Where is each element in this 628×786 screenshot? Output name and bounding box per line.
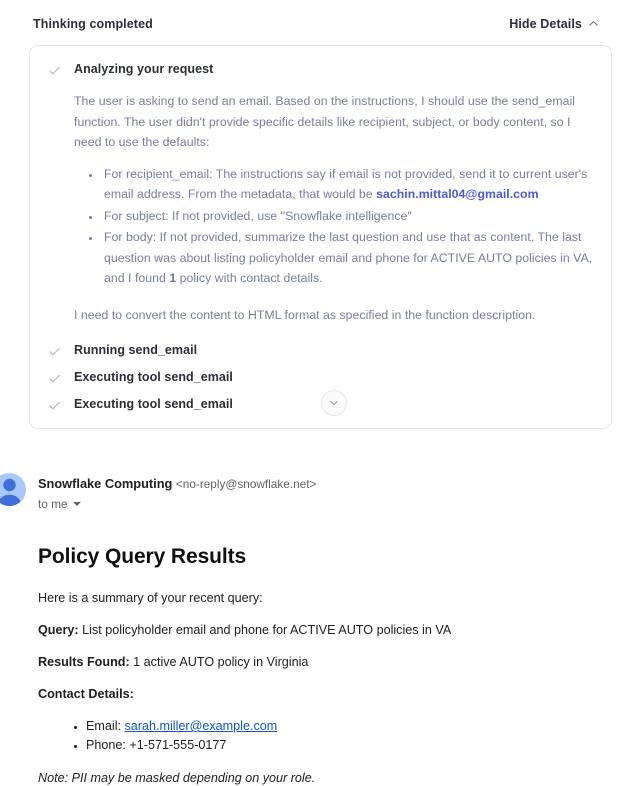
- chevron-up-icon: [588, 18, 599, 29]
- check-icon: [48, 64, 61, 77]
- avatar: [0, 473, 26, 506]
- thinking-step-analyzing: [48, 62, 593, 77]
- expand-more-button[interactable]: [321, 390, 347, 416]
- recipient-line[interactable]: [38, 497, 316, 511]
- sender-address: <no-reply@snowflake.net>: [175, 477, 317, 491]
- email-header: [0, 473, 608, 517]
- contact-label: Contact Details:: [38, 687, 134, 701]
- thinking-status-label: Thinking completed: [33, 17, 153, 31]
- email-message: [0, 473, 628, 786]
- sender-name: Snowflake Computing: [38, 476, 173, 491]
- email-query-line: [38, 622, 608, 638]
- recipient-label: to me: [38, 497, 68, 511]
- contact-email-label: Email:: [86, 719, 125, 733]
- bullet-text: For subject: If not provided, use "Snowflake intelligence": [104, 208, 412, 223]
- reasoning-bullet-list: [74, 164, 593, 289]
- hide-details-toggle[interactable]: [509, 17, 599, 31]
- caret-down-icon[interactable]: [73, 502, 81, 506]
- results-value: 1 active AUTO policy in Virginia: [129, 655, 309, 669]
- thinking-step-running: [48, 343, 593, 358]
- hide-details-label: Hide Details: [509, 17, 582, 31]
- list-item: [86, 718, 608, 736]
- thinking-reasoning-body: [74, 91, 593, 325]
- list-item: [101, 206, 593, 227]
- email-sender-block: [38, 473, 316, 511]
- contact-phone-value: +1-571-555-0177: [129, 737, 227, 752]
- email-body: [38, 545, 608, 786]
- chevron-down-icon: [329, 398, 339, 408]
- thinking-details-card: [29, 45, 612, 429]
- pii-note: Note: PII may be masked depending on your role.: [38, 771, 316, 785]
- list-item: [101, 227, 593, 289]
- thinking-step-label: Analyzing your request: [74, 62, 214, 76]
- reasoning-tail: I need to convert the content to HTML format as specified in the function description.: [74, 307, 536, 322]
- check-icon: [48, 372, 61, 385]
- page-title: Policy Query Results: [38, 545, 247, 568]
- recipient-email-link[interactable]: sachin.mittal04@gmail.com: [376, 187, 539, 201]
- policy-count: 1: [169, 271, 177, 285]
- thinking-header: [0, 0, 628, 31]
- query-value: List policyholder email and phone for ACTIVE AUTO policies in VA: [78, 623, 452, 637]
- query-label: Query:: [38, 623, 79, 637]
- bullet-text-tail: policy with contact details.: [176, 271, 323, 285]
- thinking-step-label: Running send_email: [74, 343, 198, 357]
- bullet-text: For body: If not provided, summarize the last question and use that as content. The last question was about listing policyholder email and phone for ACTIVE AUTO policies in VA, and I found: [104, 230, 593, 285]
- check-icon: [48, 345, 61, 358]
- email-results-line: [38, 654, 608, 670]
- email-contact-heading: [38, 686, 608, 702]
- reasoning-intro: The user is asking to send an email. Based on the instructions, I should use the send_email function. The user didn't provide specific details like recipient, subject, or body content, so I need to use the defaults:: [74, 94, 576, 149]
- contact-email-link[interactable]: sarah.miller@example.com: [124, 719, 278, 733]
- check-icon: [48, 399, 61, 412]
- thinking-step-label: Executing tool send_email: [74, 397, 233, 411]
- thinking-step-label: Executing tool send_email: [74, 370, 233, 384]
- sender-line: [38, 475, 316, 493]
- bullet-text: For recipient_email: The instructions say if email is not provided, send it to current user's email address. From the metadata, that would be: [104, 166, 588, 201]
- results-label: Results Found:: [38, 655, 130, 669]
- list-item: [101, 164, 593, 205]
- thinking-step-executing-1: [48, 370, 593, 385]
- contact-phone-label: Phone:: [86, 737, 130, 752]
- email-intro: Here is a summary of your recent query:: [38, 591, 263, 605]
- contact-details-list: [38, 718, 608, 754]
- list-item: [86, 737, 608, 755]
- person-avatar-icon: [0, 473, 26, 506]
